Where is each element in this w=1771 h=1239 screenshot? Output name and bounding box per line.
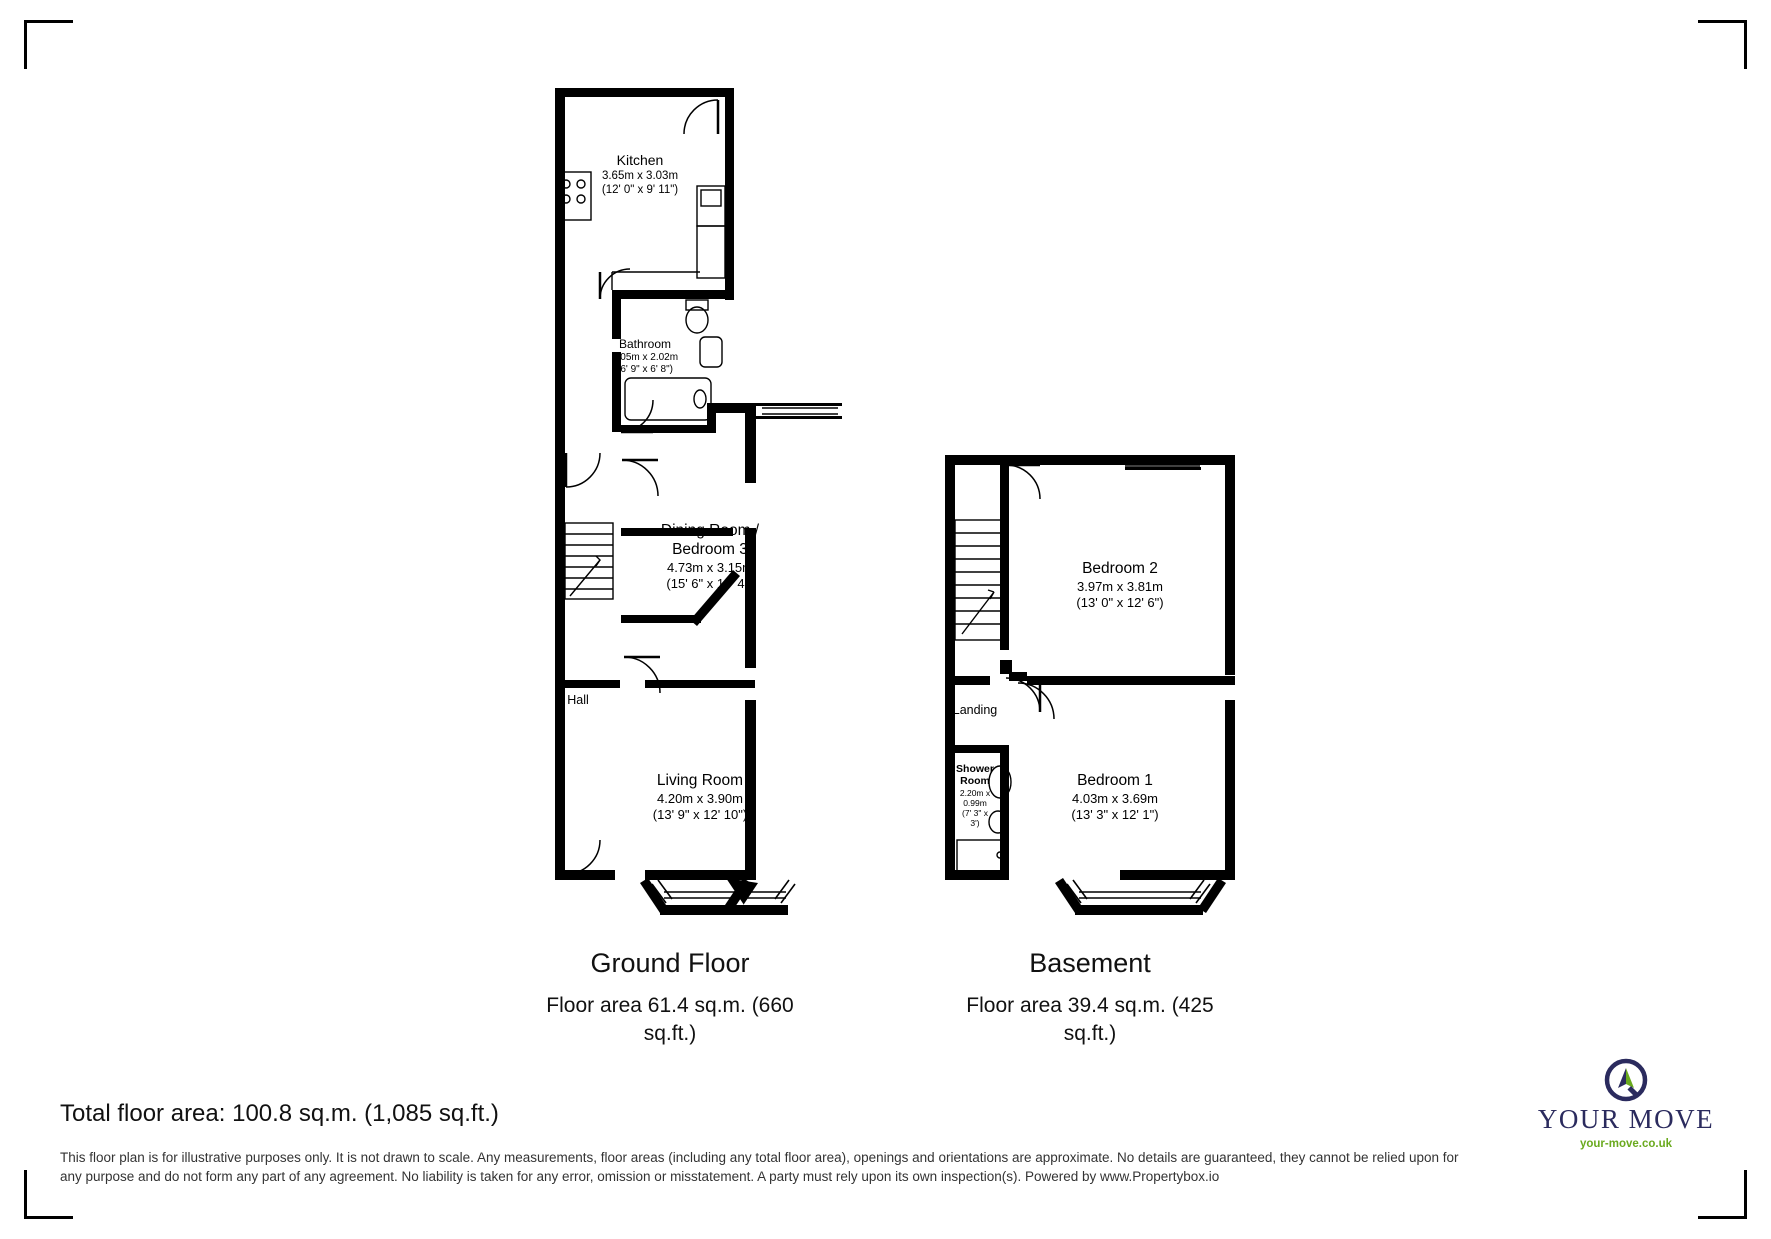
- room-name: Landing: [952, 703, 998, 717]
- floor-area-line1: Floor area 39.4 sq.m. (425: [966, 994, 1214, 1017]
- room-label-hall: [548, 693, 608, 708]
- room-dim-imperial: (13' 0" x 12' 6"): [1076, 594, 1164, 610]
- room-label-bathroom: [580, 337, 710, 376]
- room-label-shower-room: [935, 763, 1015, 828]
- room-label-living-room: [600, 772, 800, 823]
- brand-url: your-move.co.uk: [1579, 1138, 1673, 1150]
- room-label-bedroom-2: [1030, 560, 1210, 611]
- floor-title-ground: Ground Floor: [590, 948, 750, 978]
- floor-title-basement: Basement: [1029, 948, 1151, 978]
- room-label-landing: [925, 703, 1025, 718]
- room-name: Bedroom 2: [1082, 560, 1158, 577]
- total-floor-area: Total floor area: 100.8 sq.m. (1,085 sq.ft.): [60, 1100, 499, 1127]
- room-dim-metric: 2.05m x 2.02m: [611, 351, 679, 363]
- floor-area-ground: [500, 992, 840, 1049]
- room-name: Hall: [567, 693, 589, 707]
- room-dim-imperial: (12' 0" x 9' 11"): [601, 184, 679, 197]
- room-dim-imperial-line2: 3'): [970, 817, 980, 828]
- room-dim-metric: 3.97m x 3.81m: [1077, 578, 1163, 594]
- room-name-line1: Dining Room /: [660, 522, 760, 539]
- floor-area-line2: sq.ft.): [643, 1022, 697, 1046]
- room-dim-metric: 3.65m x 3.03m: [601, 170, 679, 183]
- room-dim-metric: 4.73m x 3.15m: [667, 559, 753, 575]
- brand-logo: [1531, 1058, 1721, 1150]
- room-dim-imperial: (13' 3" x 12' 1"): [1071, 806, 1159, 822]
- room-label-bedroom-1: [1020, 772, 1210, 823]
- room-dim-imperial: (15' 6" x 10' 4"): [666, 575, 754, 591]
- room-name-line2: Room: [960, 775, 990, 788]
- floor-area-line1: Floor area 61.4 sq.m. (660: [546, 994, 794, 1017]
- basement-plan: [945, 455, 1235, 915]
- room-name: Living Room: [656, 772, 744, 789]
- room-dim-imperial: (6' 9" x 6' 8"): [617, 363, 673, 375]
- room-dim-imperial-line1: (7' 3" x: [962, 807, 988, 818]
- room-dim-imperial: (13' 9" x 12' 10"): [652, 806, 748, 822]
- room-name-line2: Bedroom 3: [672, 540, 748, 558]
- room-name-line1: Shower: [956, 763, 994, 775]
- circle-leaf-icon: [1604, 1058, 1648, 1102]
- room-dim-metric-line2: 0.99m: [963, 797, 987, 808]
- brand-name: YOUR MOVE: [1537, 1104, 1715, 1134]
- room-label-dining-room-bedroom-3: [620, 522, 800, 592]
- room-dim-metric: 4.20m x 3.90m: [657, 790, 743, 806]
- room-name: Kitchen: [616, 152, 664, 168]
- floor-area-line2: sq.ft.): [1063, 1022, 1117, 1046]
- disclaimer-text: This floor plan is for illustrative purposes only. It is not drawn to scale. Any measurements, floor areas (including any total floor area), openings and orientations are approximate. No details are guaranteed, they cannot be relied upon for any purpose and do not form any part of any agreement. No liability is taken for any error, omission or misstatement. A party must rely upon its own inspection(s). Powered by www.Propertybox.io: [60, 1150, 1459, 1185]
- room-label-kitchen: [560, 152, 720, 197]
- room-dim-metric-line1: 2.20m x: [959, 787, 991, 798]
- room-name: Bathroom: [618, 337, 672, 351]
- room-dim-metric: 4.03m x 3.69m: [1072, 790, 1158, 806]
- floor-area-basement: [920, 992, 1260, 1049]
- room-name: Bedroom 1: [1077, 772, 1153, 789]
